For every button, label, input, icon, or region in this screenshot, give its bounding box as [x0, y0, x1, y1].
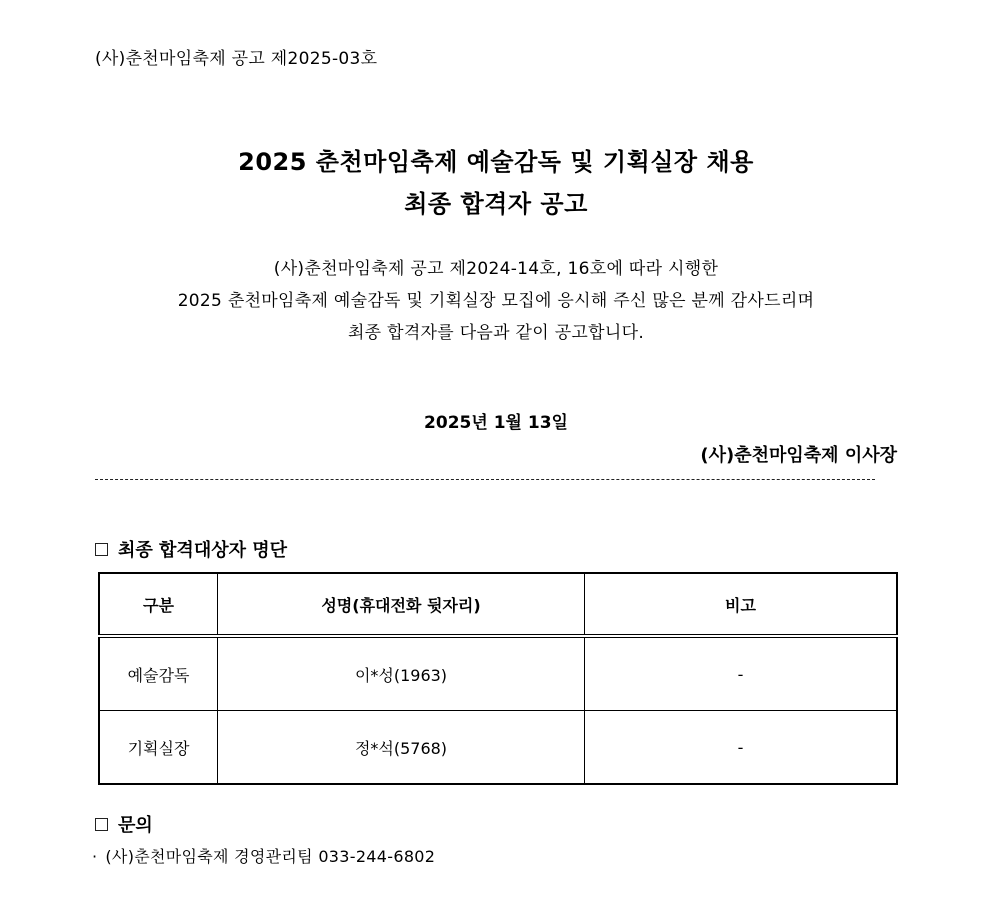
column-header-remarks: 비고: [585, 573, 898, 636]
intro-line-2: 2025 춘천마임축제 예술감독 및 기획실장 모집에 응시해 주신 많은 분께 감사드리며: [177, 291, 815, 311]
table-row: [99, 636, 897, 711]
roster-heading-label: 최종 합격대상자 명단: [118, 540, 288, 561]
column-header-category: 구분: [99, 573, 218, 636]
roster-heading: [95, 536, 287, 562]
intro-line-3: 최종 합격자를 다음과 같이 공고합니다.: [347, 323, 645, 343]
cell-name: 정*석(5768): [218, 711, 585, 785]
page-title-line-2: 최종 합격자 공고: [404, 190, 588, 218]
page-title-line-1: 2025 춘천마임축제 예술감독 및 기획실장 채용: [238, 148, 754, 176]
intro-line-1: (사)춘천마임축제 공고 제2024-14호, 16호에 따라 시행한: [273, 259, 719, 279]
announcement-date: 2025년 1월 13일: [424, 413, 568, 433]
column-header-name: 성명(휴대전화 뒷자리): [218, 573, 585, 636]
cell-name: 이*성(1963): [218, 636, 585, 711]
contact-info: [92, 844, 435, 867]
checkbox-square-icon: [95, 818, 108, 831]
contact-text: (사)춘천마임축제 경영관리팀 033-244-6802: [105, 847, 436, 866]
cell-remarks: -: [585, 636, 898, 711]
roster-table: [98, 572, 898, 785]
cell-remarks: -: [585, 711, 898, 785]
cell-category: 예술감독: [99, 636, 218, 711]
cell-category: 기획실장: [99, 711, 218, 785]
inquiry-heading: [95, 811, 153, 837]
dashed-divider: [95, 479, 875, 480]
checkbox-square-icon: [95, 543, 108, 556]
signer: (사)춘천마임축제 이사장: [700, 445, 897, 466]
table-header-row: [99, 573, 897, 636]
inquiry-heading-label: 문의: [118, 815, 153, 836]
table-row: [99, 711, 897, 785]
bullet-icon: ·: [92, 847, 98, 866]
notice-number: (사)춘천마임축제 공고 제2025-03호: [95, 49, 378, 69]
